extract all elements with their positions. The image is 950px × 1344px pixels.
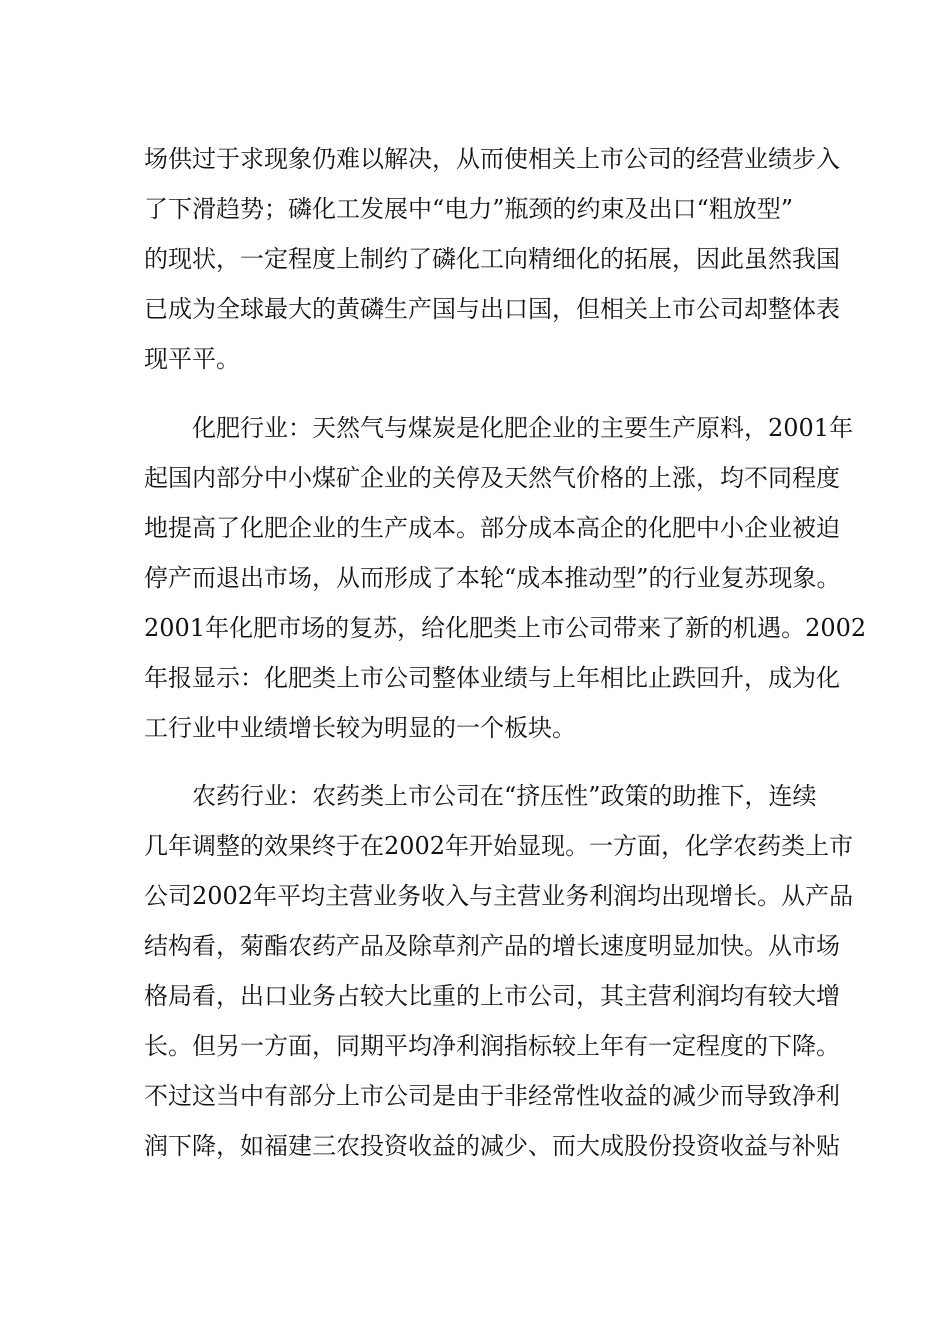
paragraph-2-line-1: 化肥行业：天然气与煤炭是化肥企业的主要生产原料，2001年 [192,414,854,442]
paragraph-3-line-6: 长。但另一方面，同期平均净利润指标较上年有一定程度的下降。 [144,1032,840,1060]
paragraph-3-line-8: 润下降，如福建三农投资收益的减少、而大成股份投资收益与补贴 [144,1132,840,1160]
paragraph-2-line-6: 年报显示：化肥类上市公司整体业绩与上年相比止跌回升，成为化 [144,664,840,692]
paragraph-1-line-4: 已成为全球最大的黄磷生产国与出口国，但相关上市公司却整体表 [144,295,840,323]
paragraph-2-line-7: 工行业中业绩增长较为明显的一个板块。 [144,714,576,742]
paragraph-3-line-1: 农药行业：农药类上市公司在“挤压性”政策的助推下，连续 [192,782,817,810]
paragraph-2-line-5: 2001年化肥市场的复苏，给化肥类上市公司带来了新的机遇。2002 [144,614,867,642]
paragraph-2-line-4: 停产而退出市场，从而形成了本轮“成本推动型”的行业复苏现象。 [144,564,841,592]
paragraph-1-line-5: 现平平。 [144,345,240,373]
paragraph-1-line-1: 场供过于求现象仍难以解决，从而使相关上市公司的经营业绩步入 [144,145,840,173]
paragraph-2-line-2: 起国内部分中小煤矿企业的关停及天然气价格的上涨，均不同程度 [144,464,840,492]
paragraph-2-line-3: 地提高了化肥企业的生产成本。部分成本高企的化肥中小企业被迫 [144,514,840,542]
paragraph-1-line-3: 的现状，一定程度上制约了磷化工向精细化的拓展，因此虽然我国 [144,245,840,273]
paragraph-3-line-3: 公司2002年平均主营业务收入与主营业务利润均出现增长。从产品 [144,882,854,910]
paragraph-3-line-2: 几年调整的效果终于在2002年开始显现。一方面，化学农药类上市 [144,832,854,860]
paragraph-3-line-7: 不过这当中有部分上市公司是由于非经常性收益的减少而导致净利 [144,1082,840,1110]
paragraph-1-line-2: 了下滑趋势；磷化工发展中“电力”瓶颈的约束及出口“粗放型” [144,195,794,223]
paragraph-3-line-5: 格局看，出口业务占较大比重的上市公司，其主营利润均有较大增 [144,982,840,1010]
paragraph-3-line-4: 结构看，菊酯农药产品及除草剂产品的增长速度明显加快。从市场 [144,932,840,960]
